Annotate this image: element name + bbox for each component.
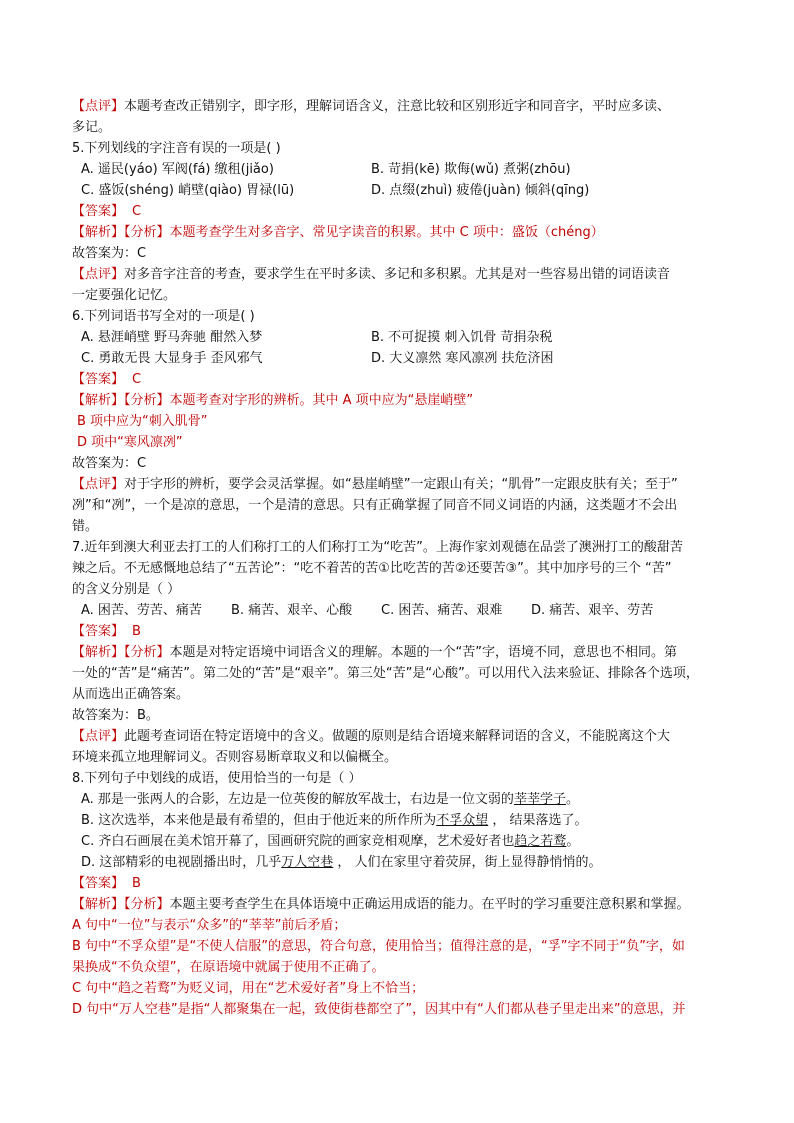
review-line xyxy=(72,264,732,285)
review-text: 本题考查改正错别字，即字形，理解词语含义，注意比较和区别形近字和同音字，平时应多读、 xyxy=(124,99,671,114)
option-b: B. 痛苦、艰辛、心酸 xyxy=(231,603,353,618)
option-a: A. 悬涯峭壁 野马奔驰 酣然入梦 xyxy=(81,330,263,345)
analysis-line: 果换成“不负众望”，在原语境中就属于使用不正确了。 xyxy=(72,960,385,975)
analysis-text: 本题考查对字形的辨析。其中 A 项中应为“悬崖峭壁” xyxy=(169,393,474,408)
answer-line xyxy=(72,873,732,894)
option-d: D. 痛苦、艰辛、劳苦 xyxy=(531,603,654,618)
option-b: B. 苛捐(kē) 欺侮(wǔ) 煮粥(zhōu) xyxy=(371,162,571,177)
option-c: C. 盛饭(shéng) 峭壁(qiào) 胃禄(lū) xyxy=(81,183,295,198)
review-tag: 【点评】 xyxy=(72,477,125,492)
review-line: 错。 xyxy=(72,519,99,534)
analysis-line: D 句中“万人空巷”是指“人都聚集在一起，致使街巷都空了”，因其中有“人们都从巷子里走出来”的意思，并 xyxy=(72,1002,686,1017)
review-tag: 【点评】 xyxy=(72,267,125,282)
underlined-idiom: 万人空巷 xyxy=(281,855,334,870)
question-stem: 7.近年到澳大利亚去打工的人们称打工的人们称打工为“吃苦”。上海作家刘观德在品尝了澳洲打工的酸甜苦 xyxy=(72,540,683,555)
option-b xyxy=(72,810,732,831)
analysis-tag: 【解析】【分析】 xyxy=(72,897,170,912)
options-row xyxy=(72,348,732,369)
answer-value: C xyxy=(132,204,142,219)
review-line xyxy=(72,96,732,117)
analysis-line: C 句中“趋之若鹜”为贬义词，用在“艺术爱好者”身上不恰当； xyxy=(72,981,425,996)
review-line: 环境来孤立地理解词义。否则容易断章取义和以偏概全。 xyxy=(72,750,398,765)
option-d: D. 大义凛然 寒风凛冽 扶危济困 xyxy=(371,351,554,366)
analysis-tag: 【解析】【分析】 xyxy=(72,645,170,660)
conclusion-line: 故答案为：B。 xyxy=(72,708,159,723)
review-line xyxy=(72,474,732,495)
document-page xyxy=(72,96,732,1020)
analysis-text: 本题是对特定语境中词语含义的理解。本题的一个“苦”字，语境不同，意思也不相同。第 xyxy=(169,645,677,660)
option-d xyxy=(72,852,732,873)
review-line: 一定要强化记忆。 xyxy=(72,288,177,303)
review-text: 对多音字注音的考查，要求学生在平时多读、多记和多积累。尤其是对一些容易出错的词语读音 xyxy=(124,267,671,282)
option-a: A. 遥民(yáo) 军阀(fá) 缴租(jiǎo) xyxy=(81,162,274,177)
question-stem: 8.下列句子中划线的成语，使用恰当的一句是（ ） xyxy=(72,771,362,786)
option-c: C. 困苦、痛苦、艰难 xyxy=(381,603,503,618)
option-b: B. 不可捉摸 刺入饥骨 苛捐杂税 xyxy=(371,330,553,345)
analysis-line: 从而选出正确答案。 xyxy=(72,687,190,702)
review-text: 对于字形的辨析，要学会灵活掌握。如“悬崖峭壁”一定跟山有关；“肌骨”一定跟皮肤有关；至于” xyxy=(124,477,678,492)
analysis-line: A 句中“一位”与表示“众多”的“莘莘”前后矛盾； xyxy=(72,918,347,933)
option-a: A. 困苦、劳苦、痛苦 xyxy=(81,603,202,618)
review-tag: 【点评】 xyxy=(72,99,125,114)
analysis-line: B 句中“不孚众望”是“不使人信服”的意思，符合句意，使用恰当；值得注意的是，“孚”字不同于“负”字，如 xyxy=(72,939,685,954)
underlined-idiom: 不孚众望 xyxy=(436,813,489,828)
option-c: C. 勇敢无畏 大显身手 歪风邪气 xyxy=(81,351,263,366)
question-stem: 辣之后。不无感慨地总结了“五苦论”：“吃不着苦的苦①比吃苦的苦②还要苦③”。其中加序号的三个 “苦” xyxy=(72,561,672,576)
analysis-line: 一处的“苦”是“痛苦”。第二处的“苦”是“艰辛”。第三处“苦”是“心酸”。可以用代入法来验证、排除各个选项， xyxy=(72,666,699,681)
analysis-line xyxy=(72,894,732,915)
option-text: 。 xyxy=(566,834,580,849)
analysis-text: 本题主要考查学生在具体语境中正确运用成语的能力。在平时的学习重要注意积累和掌握。 xyxy=(169,897,690,912)
options-row xyxy=(72,180,732,201)
answer-line xyxy=(72,201,732,222)
option-text: 。 xyxy=(565,792,579,807)
option-text: ， 人们在家里守着荧屏，街上显得静悄悄的。 xyxy=(333,855,602,870)
analysis-line: B 项中应为“刺入肌骨” xyxy=(77,414,208,429)
option-text: D. 这部精彩的电视剧播出时，几乎 xyxy=(81,855,282,870)
conclusion-line: 故答案为：C xyxy=(72,456,147,471)
analysis-tag: 【解析】【分析】 xyxy=(72,393,170,408)
question-stem: 5.下列划线的字注音有误的一项是( ) xyxy=(72,141,281,156)
answer-value: B xyxy=(132,624,141,639)
review-text: 此题考查词语在特定语境中的含义。做题的原则是结合语境来解释词语的含义，不能脱离这个大 xyxy=(124,729,671,744)
option-text: B. 这次选举，本来他是最有希望的，但由于他近来的所作所为 xyxy=(81,813,437,828)
analysis-line xyxy=(72,642,732,663)
answer-value: C xyxy=(132,372,142,387)
options-row xyxy=(72,327,732,348)
analysis-line: D 项中“寒风凛冽” xyxy=(77,435,183,450)
conclusion-line: 故答案为：C xyxy=(72,246,147,261)
underlined-idiom: 莘莘学子 xyxy=(513,792,566,807)
options-row xyxy=(72,600,732,621)
question-stem: 6.下列词语书写全对的一项是( ) xyxy=(72,309,255,324)
question-stem: 的含义分别是（ ） xyxy=(72,582,181,597)
answer-tag: 【答案】 xyxy=(72,876,125,891)
answer-tag: 【答案】 xyxy=(72,372,125,387)
option-a xyxy=(72,789,732,810)
answer-value: B xyxy=(132,876,141,891)
option-text: C. 齐白石画展在美术馆开幕了，国画研究院的画家竞相观摩，艺术爱好者也 xyxy=(81,834,515,849)
option-c xyxy=(72,831,732,852)
option-text: ， 结果落选了。 xyxy=(488,813,588,828)
review-line: 多记。 xyxy=(72,120,112,135)
option-d: D. 点缀(zhuì) 疲倦(juàn) 倾斜(qīng) xyxy=(371,183,590,198)
answer-tag: 【答案】 xyxy=(72,624,125,639)
underlined-idiom: 趋之若鹜 xyxy=(514,834,567,849)
answer-line xyxy=(72,621,732,642)
review-tag: 【点评】 xyxy=(72,729,125,744)
review-line xyxy=(72,726,732,747)
option-text: A. 那是一张两人的合影，左边是一位英俊的解放军战士，右边是一位文弱的 xyxy=(81,792,514,807)
analysis-line: 【解析】【分析】本题考查学生对多音字、常见字读音的积累。其中 C 项中：盛饭（chéng） xyxy=(72,225,604,240)
answer-tag: 【答案】 xyxy=(72,204,125,219)
analysis-line xyxy=(72,390,732,411)
review-line: 冽”和“冽”，一个是凉的意思，一个是清的意思。只有正确掌握了同音不同义词语的内涵，这类题才不会出 xyxy=(72,498,678,513)
answer-line xyxy=(72,369,732,390)
options-row xyxy=(72,159,732,180)
